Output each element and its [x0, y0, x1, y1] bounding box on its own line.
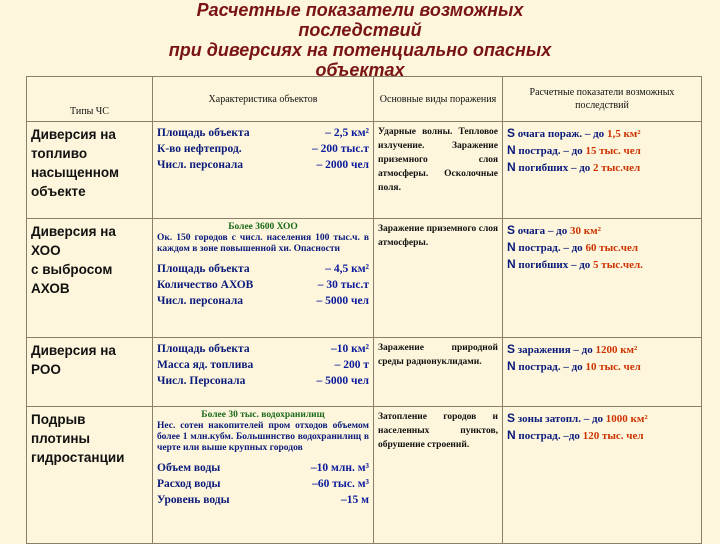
estimate-symbol: N — [507, 240, 516, 254]
emergency-type-line: плотины — [31, 431, 91, 446]
estimate-value: 60 тыс.чел — [585, 242, 639, 254]
table-row — [27, 122, 702, 219]
estimate-item — [507, 239, 697, 256]
estimate-item — [507, 159, 697, 176]
characteristic-value: – 4,5 км² — [325, 263, 369, 275]
characteristics-cell — [153, 338, 374, 407]
estimate-item — [507, 222, 697, 239]
emergency-type-line: АХОВ — [31, 281, 70, 296]
header-type: Типы ЧС — [27, 77, 153, 122]
characteristic-item — [157, 277, 369, 293]
characteristic-item — [157, 492, 369, 508]
estimate-value: 10 тыс. чел — [585, 361, 641, 373]
table-row — [27, 407, 702, 544]
estimate-value: 30 км² — [570, 225, 601, 237]
estimate-text: погибших – до — [515, 162, 594, 174]
characteristic-item — [157, 293, 369, 309]
characteristic-label: Масса яд. топлива — [157, 359, 254, 371]
emergency-type-line: объекте — [31, 184, 86, 199]
estimate-item — [507, 125, 697, 142]
characteristics-header: Более 30 тыс. водохранилищ — [201, 410, 325, 420]
estimate-item — [507, 256, 697, 273]
estimate-symbol: S — [507, 342, 516, 356]
characteristics-cell — [153, 122, 374, 219]
estimate-value: 15 тыс. чел — [585, 145, 641, 157]
characteristic-label: Числ. персонала — [157, 159, 244, 171]
emergency-type-cell — [27, 219, 153, 338]
estimate-value: 120 тыс. чел — [582, 430, 644, 442]
characteristic-value: – 2,5 км² — [325, 127, 369, 139]
estimate-value: 5 тыс.чел. — [593, 259, 643, 271]
estimate-text: заражения – до — [515, 344, 596, 356]
estimate-text: погибших – до — [515, 259, 594, 271]
characteristic-label: Уровень воды — [157, 494, 230, 506]
estimate-item — [507, 410, 697, 427]
table-row — [27, 338, 702, 407]
characteristic-label: Расход воды — [157, 478, 221, 490]
emergency-type-line: Диверсия на — [31, 343, 116, 358]
estimate-symbol: S — [507, 126, 516, 140]
characteristic-label: Числ. Персонала — [157, 375, 246, 387]
characteristics-cell — [153, 219, 374, 338]
characteristic-item — [157, 476, 369, 492]
estimates-cell — [503, 407, 702, 544]
emergency-type-line: Диверсия на — [31, 127, 116, 142]
characteristics-note: Нес. сотен накопителей пром отходов объемом более 1 млн.кубм. Большинство водохранилищ в черте или выше крупных городов — [157, 421, 369, 453]
estimates-cell — [503, 338, 702, 407]
emergency-type-line: с выбросом — [31, 262, 113, 277]
characteristic-value: –10 км² — [330, 343, 369, 355]
estimate-item — [507, 427, 697, 444]
characteristic-label: Площадь объекта — [157, 263, 250, 275]
emergency-type-line: РОО — [31, 362, 61, 377]
estimate-symbol: S — [507, 411, 516, 425]
estimates-cell — [503, 219, 702, 338]
estimate-text: очага – до — [515, 225, 570, 237]
characteristic-item — [157, 157, 369, 173]
table-row — [27, 219, 702, 338]
characteristic-value: –60 тыс. м³ — [312, 478, 369, 490]
damage-types-cell: Заражение природной среды радионуклидами. — [374, 338, 503, 407]
header-damage: Основные виды поражения — [374, 77, 503, 122]
characteristic-label: Площадь объекта — [157, 343, 250, 355]
characteristic-label: Площадь объекта — [157, 127, 250, 139]
header-characteristics: Характеристика объектов — [153, 77, 374, 122]
estimate-text: пострад. – до — [515, 242, 586, 254]
estimate-symbol: N — [507, 143, 516, 157]
estimate-value: 1,5 км² — [606, 128, 641, 140]
estimate-text: пострад. – до — [515, 145, 586, 157]
estimate-text: пострад. –до — [515, 430, 583, 442]
characteristic-item — [157, 141, 369, 157]
estimate-symbol: S — [507, 223, 516, 237]
estimate-item — [507, 142, 697, 159]
header-estimates: Расчетные показатели возможных последствий — [503, 77, 702, 122]
estimate-symbol: N — [507, 257, 516, 271]
characteristic-item — [157, 341, 369, 357]
estimate-symbol: N — [507, 359, 516, 373]
emergency-type-line: гидростанции — [31, 450, 125, 465]
damage-types-cell: Ударные волны. Тепловое излучение. Заражение приземного слоя атмосферы. Осколочные поля. — [374, 122, 503, 219]
emergency-type-line: Диверсия на — [31, 224, 116, 239]
estimate-value: 1200 км² — [595, 344, 638, 356]
characteristic-item — [157, 357, 369, 373]
emergency-type-cell — [27, 122, 153, 219]
page-title: Расчетные показатели возможных последствий при диверсиях на потенциально опасных объектах — [168, 0, 552, 80]
estimate-text: очага пораж. – до — [515, 128, 607, 140]
characteristic-value: – 30 тыс.т — [317, 279, 369, 291]
characteristic-value: –15 м — [341, 494, 369, 506]
emergency-type-line: топливо — [31, 146, 88, 161]
characteristics-cell — [153, 407, 374, 544]
characteristic-value: – 200 тыс.т — [311, 143, 369, 155]
estimate-item — [507, 358, 697, 375]
characteristic-item — [157, 373, 369, 389]
estimates-cell — [503, 122, 702, 219]
estimate-text: пострад. – до — [515, 361, 586, 373]
estimate-value: 2 тыс.чел — [593, 162, 641, 174]
characteristics-header: Более 3600 ХОО — [228, 222, 298, 232]
characteristic-item — [157, 261, 369, 277]
damage-types-cell: Затопление городов и населенных пунктов, обрушение строений. — [374, 407, 503, 544]
emergency-type-line: насыщенном — [31, 165, 119, 180]
characteristic-item — [157, 460, 369, 476]
characteristic-value: – 200 т — [334, 359, 369, 371]
characteristic-item — [157, 125, 369, 141]
characteristic-label: Объем воды — [157, 462, 221, 474]
characteristic-value: – 5000 чел — [316, 295, 369, 307]
characteristic-label: Числ. персонала — [157, 295, 244, 307]
estimate-text: зоны затопл. – до — [515, 413, 606, 425]
estimate-item — [507, 341, 697, 358]
estimate-symbol: N — [507, 428, 516, 442]
characteristic-value: – 2000 чел — [316, 159, 369, 171]
characteristic-label: Количество АХОВ — [157, 279, 254, 291]
estimate-symbol: N — [507, 160, 516, 174]
estimate-value: 1000 км² — [605, 413, 648, 425]
emergency-type-cell — [27, 338, 153, 407]
characteristic-value: – 5000 чел — [316, 375, 369, 387]
characteristics-note: Ок. 150 городов с числ. населения 100 тыс.ч. в каждом в зоне повышенной хи. Опасности — [157, 233, 369, 254]
characteristic-value: –10 млн. м³ — [310, 462, 369, 474]
emergency-type-cell — [27, 407, 153, 544]
consequences-table — [26, 76, 702, 544]
damage-types-cell: Заражение приземного слоя атмосферы. — [374, 219, 503, 338]
emergency-type-line: ХОО — [31, 243, 61, 258]
characteristic-label: К-во нефтепрод. — [157, 143, 242, 155]
emergency-type-line: Подрыв — [31, 412, 86, 427]
